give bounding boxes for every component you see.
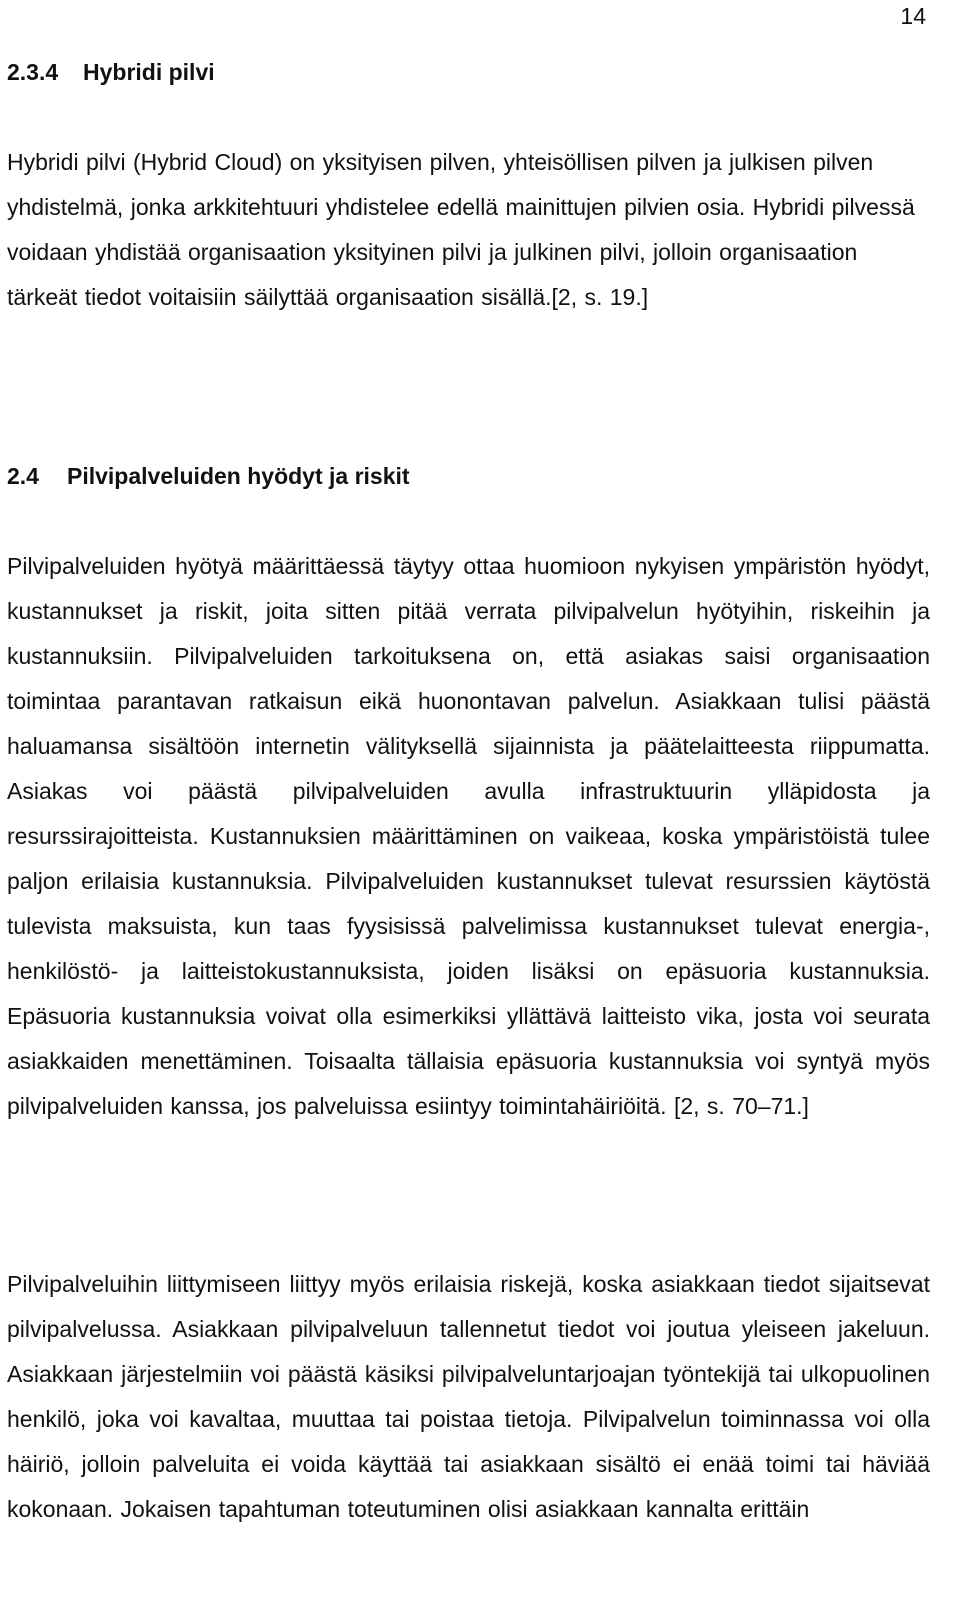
paragraph-benefits: Pilvipalveluiden hyötyä määrittäessä täytyy ottaa huomioon nykyisen ympäristön hyödyt, kustannukset ja riskit, joita sitten pitää verrata pilvipalvelun hyötyihin, riskeihin ja kustannuksiin. Pilvipalveluiden tarkoituksena on, että asiakas saisi organisaation toimintaa parantavan ratkaisun eikä huonontavan palvelun. Asiakkaan tulisi päästä haluamansa sisältöön internetin välityksellä sijainnista ja päätelaitteesta riippumatta. Asiakas voi päästä pilvipalveluiden avulla infrastruktuurin ylläpidosta ja resurssirajoitteista. Kustannuksien määrittäminen on vaikeaa, koska ympäristöistä tulee paljon erilaisia kustannuksia. Pilvipalveluiden kustannukset tulevat resurssien käytöstä tulevista maksuista, kun taas fyysisissä palvelimissa kustannukset tulevat energia-, henkilöstö- ja laitteistokustannuksista, joiden lisäksi on epäsuoria kustannuksia. Epäsuoria kustannuksia voivat olla esimerkiksi yllättävä laitteisto vika, josta voi seurata asiakkaiden menettäminen. Toisaalta tällaisia epäsuoria kustannuksia voi syntyä myös pilvipalveluiden kanssa, jos palveluissa esiintyy toimintahäiriöitä. [2, s. 70–71.] <box>7 553 930 1119</box>
page-number: 14 <box>900 3 926 29</box>
section-title: Pilvipalveluiden hyödyt ja riskit <box>67 463 410 489</box>
paragraph-risks: Pilvipalveluihin liittymiseen liittyy myös erilaisia riskejä, koska asiakkaan tiedot sijaitsevat pilvipalvelussa. Asiakkaan pilvipalveluun tallennetut tiedot voi joutua yleiseen jakeluun. Asiakkaan järjestelmiin voi päästä käsiksi pilvipalveluntarjoajan työntekijä tai ulkopuolinen henkilö, joka voi kavaltaa, muuttaa tai poistaa tietoja. Pilvipalvelun toiminnassa voi olla häiriö, jolloin palveluita ei voida käyttää tai asiakkaan sisältö ei enää toimi tai häviää kokonaan. Jokaisen tapahtuman toteutuminen olisi asiakkaan kannalta erittäin <box>7 1271 930 1522</box>
section-number: 2.4 <box>7 463 39 489</box>
section-number: 2.3.4 <box>7 59 59 85</box>
section-heading-2-4 <box>7 462 410 490</box>
section-title: Hybridi pilvi <box>83 59 215 85</box>
section-heading-2-3-4 <box>7 58 215 86</box>
paragraph-hybrid-cloud: Hybridi pilvi (Hybrid Cloud) on yksityisen pilven, yhteisöllisen pilven ja julkisen pilven yhdistelmä, jonka arkkitehtuuri yhdistelee edellä mainittujen pilvien osia. Hybridi pilvessä voidaan yhdistää organisaation yksityinen pilvi ja julkinen pilvi, jolloin organisaation tärkeät tiedot voitaisiin säilyttää organisaation sisällä.[2, s. 19.] <box>7 149 915 310</box>
